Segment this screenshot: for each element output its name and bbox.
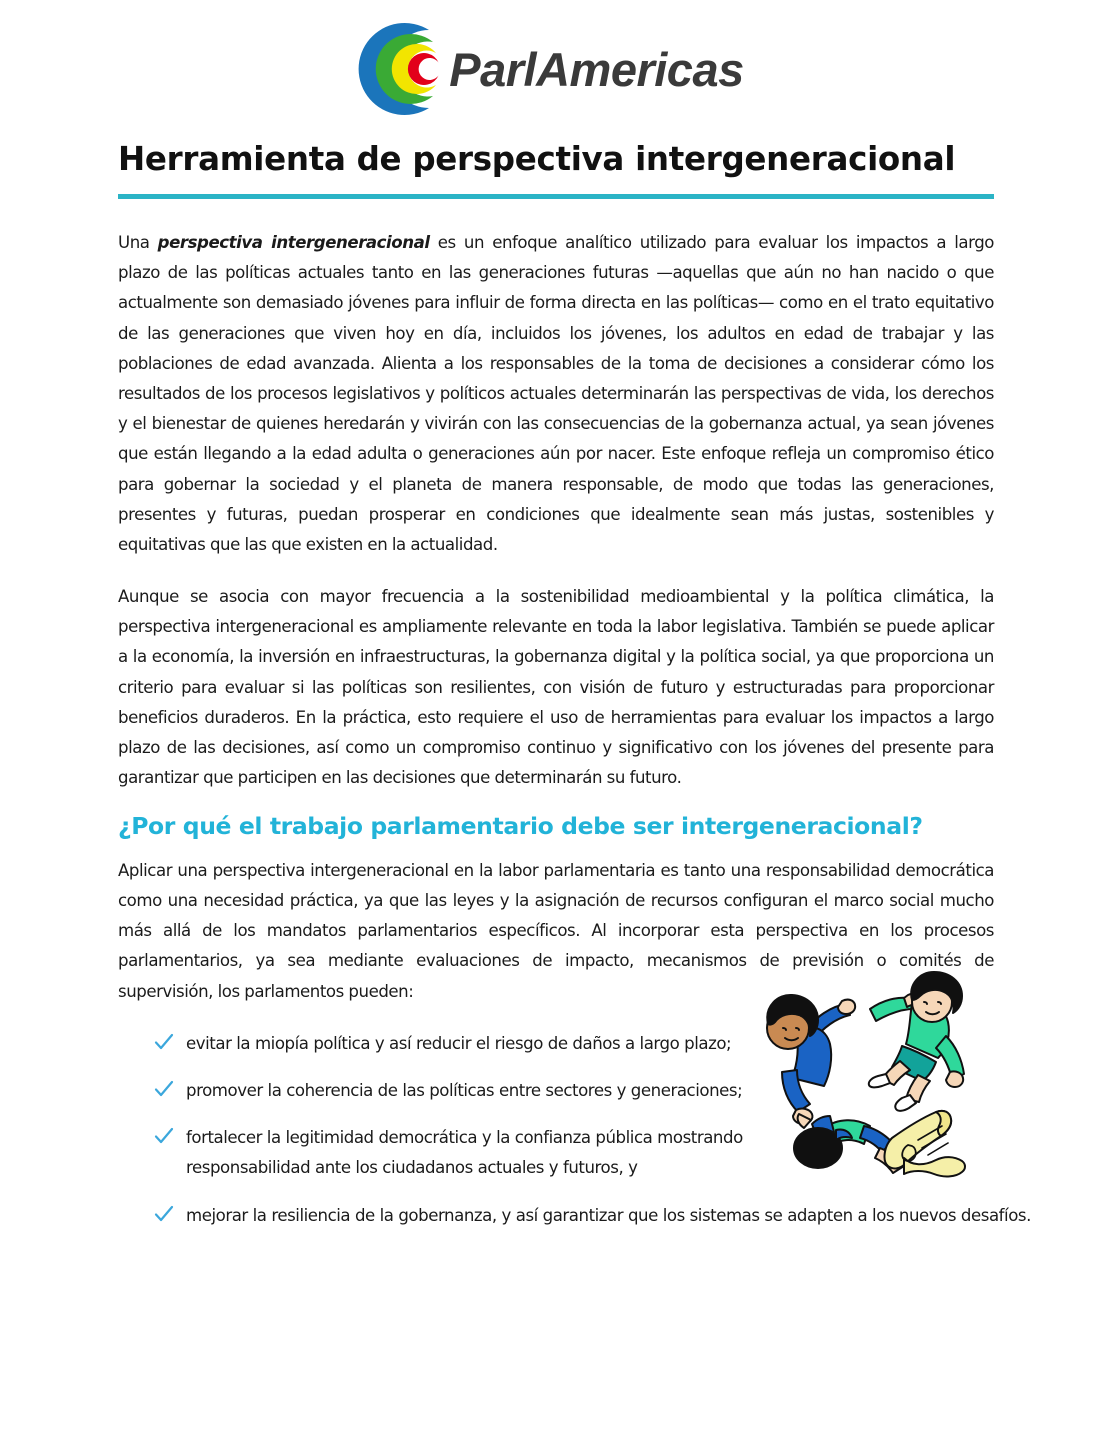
children-circle-illustration bbox=[742, 962, 990, 1188]
list-item-label: fortalecer la legitimidad democrática y la confianza pública mostrando responsabilidad ante los ciudadanos actuales y futuros, y bbox=[186, 1128, 743, 1178]
paragraph-definition bbox=[118, 228, 994, 560]
check-icon bbox=[154, 1126, 174, 1146]
check-icon bbox=[154, 1079, 174, 1099]
key-term-emphasis: perspectiva intergeneracional bbox=[157, 233, 430, 252]
list-item bbox=[118, 1076, 746, 1106]
list-item-label: evitar la miopía política y así reducir el riesgo de daños a largo plazo; bbox=[186, 1033, 732, 1053]
section-heading-why-intergenerational: ¿Por qué el trabajo parlamentario debe ser intergeneracional? bbox=[118, 812, 923, 841]
logo-wordmark: ParlAmericas bbox=[449, 42, 744, 96]
list-item bbox=[118, 1123, 746, 1183]
logo-lockup bbox=[343, 17, 743, 121]
check-icon bbox=[154, 1204, 174, 1224]
paragraph-parliamentary-rationale: Aplicar una perspectiva intergeneracional en la labor parlamentaria es tanto una responsabilidad democrática como una necesidad práctica, ya que las leyes y la asignación de recursos configuran el marco social mucho más allá de los mandatos parlamentarios específicos. Al incorporar esta perspectiva en los procesos parlamentarios, ya sea mediante evaluaciones de impacto, mecanismos de previsión o comités de supervisión, los parlamentos pueden: bbox=[118, 860, 994, 1001]
list-item bbox=[118, 1029, 746, 1059]
brand-header bbox=[0, 14, 1107, 124]
parlamericas-arc-logo-icon bbox=[343, 17, 447, 121]
paragraph-relevance: Aunque se asocia con mayor frecuencia a la sostenibilidad medioambiental y la política climática, la perspectiva intergeneracional es ampliamente relevante en toda la labor legislativa. También se puede aplicar a la economía, la inversión en infraestructuras, la gobernanza digital y la política social, ya que proporciona un criterio para evaluar si las políticas son resilientes, con visión de futuro y estructuradas para proporcionar beneficios duraderos. En la práctica, esto requiere el uso de herramientas para evaluar los impactos a largo plazo de las decisiones, así como un compromiso continuo y significativo con los jóvenes del presente para garantizar que participen en las decisiones que determinarán su futuro. bbox=[118, 587, 994, 788]
list-item bbox=[118, 1201, 1062, 1231]
title-divider bbox=[118, 194, 994, 199]
check-icon bbox=[154, 1032, 174, 1052]
list-item-label: mejorar la resiliencia de la gobernanza, y así garantizar que los sistemas se adapten a los nuevos desafíos. bbox=[186, 1205, 1031, 1225]
paragraph-1-lead: Una bbox=[118, 233, 158, 252]
page-title: Herramienta de perspectiva intergeneracional bbox=[118, 140, 956, 178]
list-item-label: promover la coherencia de las políticas entre sectores y generaciones; bbox=[186, 1081, 743, 1101]
paragraph-1-rest: es un enfoque analítico utilizado para evaluar los impactos a largo plazo de las políticas actuales tanto en las generaciones futuras —aquellas que aún no han nacido o que actualmente son demasiado jóvenes para influir de forma directa en las políticas— como en el trato equitativo de las generaciones que viven hoy en día, incluidos los jóvenes, los adultos en edad de trabajar y las poblaciones de edad avanzada. Alienta a los responsables de la toma de decisiones a considerar cómo los resultados de los procesos legislativos y políticos actuales determinarán las perspectivas de vida, los derechos y el bienestar de quienes heredarán y vivirán con las consecuencias de la gobernanza actual, ya sean jóvenes que están llegando a la edad adulta o generaciones aún por nacer. Este enfoque refleja un compromiso ético para gobernar la sociedad y el planeta de manera responsable, de modo que todas las generaciones, presentes y futuras, puedan prosperar en condiciones que idealmente sean más justas, sostenibles y equitativas que las que existen en la actualidad. bbox=[118, 233, 995, 554]
